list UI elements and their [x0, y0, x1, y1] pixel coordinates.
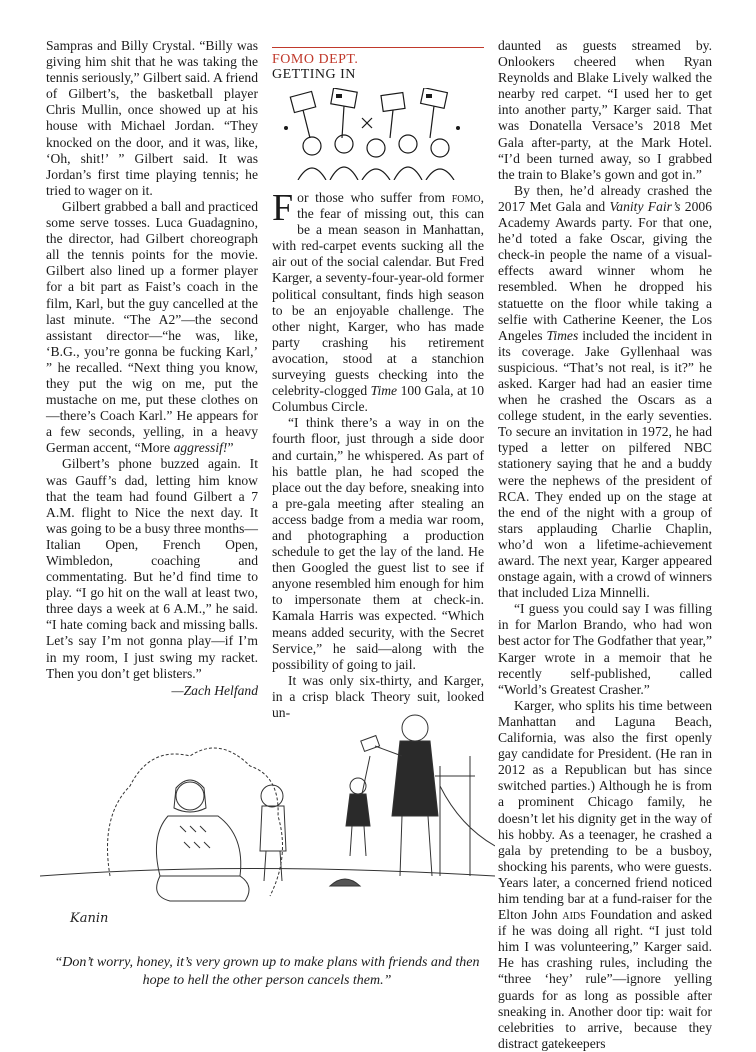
department-kicker: FOMO DEPT.	[272, 52, 359, 67]
cartoon-caption: “Don’t worry, honey, it’s very grown up to make plans with friends and then hope to hell the other person cancels them.”	[54, 955, 480, 988]
paragraph: Sampras and Billy Crystal. “Billy was giving him shit that he was taking the tennis seriously,” Gilbert said. A friend of Gilbert’s, the basketball player Chris Mullin, once showed up at his house with Michael Jordan. “They knocked on the door, and it was, like, ‘Oh, shit!’ ” Gilbert said. It was Jordan’s first time playing tennis; he tried to wager on it.	[46, 38, 258, 198]
paragraph: Karger, who splits his time between Manhattan and Laguna Beach, California, was also the first openly gay candidate for President. (He ran in 2012 as a Republican but has since switched parties.) Although he is from a prominent Chicago family, he doesn’t let his dignity get in the way of his hobby. As a teenager, he crashed a gala by pretending to be a busboy, shocking his parents, who were guests. Years later, a concerned friend noticed him tending bar at a fund-raiser for the Elton John aids Foundation and asked if he was doing all right. “I just told him I was volunteering,” Karger said. He has crashing rules, including the “three ‘hey’ rule”—ignore yelling guards for as long as possible after sneaking in. Another door tip: wait for celebrities to arrive, because they distract gatekeepers	[498, 697, 712, 1051]
author-signature: —Zach Helfand	[171, 682, 258, 698]
column-1	[46, 38, 258, 699]
drop-cap: F	[272, 187, 294, 229]
column-2	[272, 187, 485, 721]
article-title: GETTING IN	[272, 67, 356, 82]
column-3	[498, 38, 712, 1052]
paragraph: For those who suffer from fomo, the fear of missing out, this can be a mean season in Manhattan, with red-carpet events sucking all the air out of the social calendar. But Fred Karger, a seventy-four-year-old former political consultant, finds high season to be an enjoyable challenge. The other night, Karger, who has made party crashing his retirement avocation, stood at a stanchion surveying guests checking into the celebrity-clogged Time 100 Gala, at 10 Columbus Circle.	[272, 187, 485, 415]
spot-illustration	[272, 88, 484, 180]
cartoonist-signature: Kanin	[70, 911, 109, 926]
paragraph: Gilbert’s phone buzzed again. It was Gauff’s dad, letting him know that the team had found Gilbert a 7 A.M. flight to Nice the next day. It was going to be a busy three months—Italian Open, French Open, Wimbledon, coaching and commentating. But he’d find time to play. “I go hit on the wall at least two, three days a week at 6 A.M.,” he said. “I hate coming back and missing balls. Let’s say I’m not gonna play—if I’m in my room, I just swing my racket. Then you don’t get blisters.”	[46, 456, 258, 681]
paragraph: daunted as guests streamed by. Onlookers cheered when Ryan Reynolds and Blake Lively walked the nearby red carpet. “I used her to get into another party,” Karger said. That was Donatella Versace’s 2018 Met Gala after-party, at the Mark Hotel. “I’d been turned away, so I grabbed the train to Blake’s gown and got in.”	[498, 38, 712, 182]
paragraph: By then, he’d already crashed the 2017 Met Gala and Vanity Fair’s 2006 Academy Awards party. For that one, he’d toted a fake Oscar, giving the check-in people the name of a visual-effects award winner whom he resembled. When he dropped his statuette on the floor while taking a selfie with Catherine Keener, the Los Angeles Times included the incident in its coverage. Jake Gyllenhaal was suspicious. “That’s not real, is it?” he asked. Karger had had an easier time when he crashed the Oscars as a college student, in the early seventies. To secure an invitation in 1972, he had typed a letter on pilfered NBC stationery saying that he and a buddy were the nephews of the president of RCA. They ended up on the stage at the end of the night with a group of stars applauding Charlie Chaplin, who’d won a lifetime-achievement award. The next year, Karger appeared onstage again, with a crowd of winners that included Liza Minnelli.	[498, 182, 712, 601]
paragraph: Gilbert grabbed a ball and practiced some serve tosses. Luca Guadagnino, the director, had Gilbert choreograph all the tennis points for the movie. Gilbert also lined up a former player for a bit part as Faist’s coach in the film, Karl, but the guy cancelled at the last minute. “The A2”—the second assistant director—“he was, like, ‘B.G., you’re gonna be fucking Karl,’ ” he recalled. “Next thing you know, they put the wig on me, put the mustache on me, put these clothes on—there’s Coach Karl.” He appears for a few seconds, yelling, in a heavy German accent, “More aggressif!”	[46, 198, 258, 456]
section-rule	[272, 47, 484, 48]
paragraph: “I think there’s a way in on the fourth floor, just through a side door and curtain,” he whispered. As part of his battle plan, he had scoped the place out the day before, sneaking into a pre-gala meeting after stealing an access badge from a media war room, and photographing a production schedule to get the lay of the land. He then Googled the guest list to see if anyone resembled him enough for him to impersonate them at check-in. Kamala Harris was expected. “Which means added security, with the Secret Service,” he said—along with the possibility of going to jail.	[272, 415, 484, 672]
paragraph: It was only six-thirty, and Karger, in a crisp black Theory suit, looked un-	[272, 672, 484, 720]
paragraph: “I guess you could say I was filling in for Marlon Brando, who had won best actor for The Godfather that year,” Karger wrote in a memoir that he recently self-published, called “World’s Greatest Crasher.”	[498, 601, 712, 697]
cartoon-illustration	[40, 676, 495, 948]
